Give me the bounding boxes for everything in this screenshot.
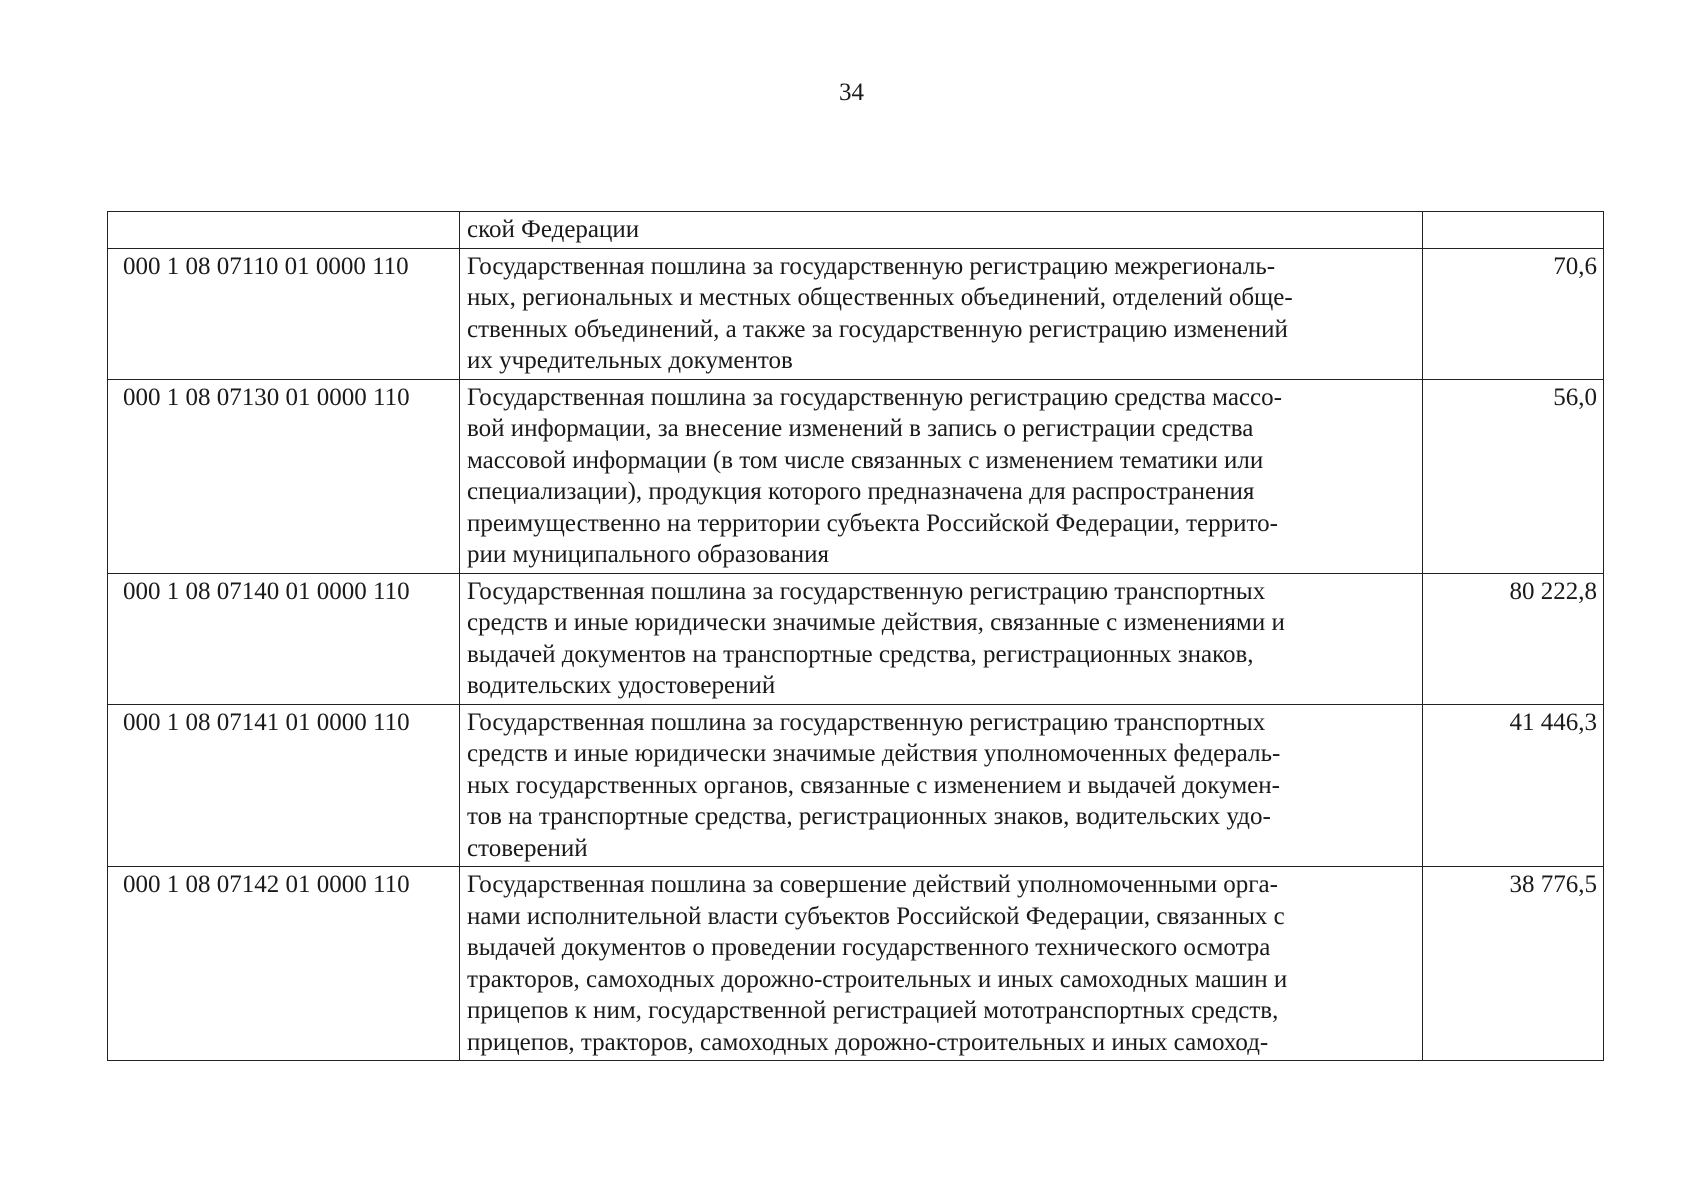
- amount-cell: [1423, 212, 1604, 249]
- amount-cell: 56,0: [1423, 379, 1604, 573]
- description-line: Государственная пошлина за государственную регистрацию средства массо-: [467, 383, 1282, 411]
- revenue-description-cell: [460, 379, 1423, 573]
- description-line: средств и иные юридически значимые действия, связанные с изменениями и: [467, 609, 1285, 636]
- description-line: вой информации, за внесение изменений в запись о регистрации средства: [467, 415, 1254, 442]
- description-line: их учредительных документов: [467, 347, 793, 374]
- description-line: преимущественно на территории субъекта Российской Федерации, террито-: [467, 509, 1278, 537]
- revenue-code-cell: 000 1 08 07142 01 0000 110: [108, 867, 460, 1061]
- description-line: средств и иные юридически значимые действия уполномоченных федераль-: [467, 740, 1281, 767]
- description-line: Государственная пошлина за государственную регистрацию транспортных: [467, 708, 1266, 736]
- table-row: [108, 704, 1604, 867]
- amount-cell: 41 446,3: [1423, 704, 1604, 867]
- description-line: тов на транспортные средства, регистрационных знаков, водительских удо-: [467, 803, 1271, 830]
- description-line: тракторов, самоходных дорожно-строительных и иных самоходных машин и: [467, 965, 1288, 993]
- table-row: [108, 212, 1604, 249]
- revenue-description-cell: [460, 704, 1423, 867]
- amount-cell: 70,6: [1423, 248, 1604, 379]
- table-row: [108, 248, 1604, 379]
- description-line: специализации), продукция которого предназначена для распространения: [467, 478, 1255, 505]
- amount-cell: 38 776,5: [1423, 867, 1604, 1061]
- revenue-code-cell: 000 1 08 07140 01 0000 110: [108, 573, 460, 704]
- description-line: стоверений: [467, 834, 588, 862]
- revenue-code-cell: 000 1 08 07141 01 0000 110: [108, 704, 460, 867]
- amount-cell: 80 222,8: [1423, 573, 1604, 704]
- table-row: [108, 867, 1604, 1061]
- description-line: Государственная пошлина за совершение действий уполномоченными орга-: [467, 871, 1278, 898]
- description-line: выдачей документов на транспортные средства, регистрационных знаков,: [467, 640, 1254, 668]
- table-row: [108, 379, 1604, 573]
- page-number: 34: [839, 79, 864, 106]
- description-line: нами исполнительной власти субъектов Российской Федерации, связанных с: [467, 902, 1285, 930]
- revenue-description-cell: [460, 573, 1423, 704]
- budget-revenue-table: [107, 211, 1604, 1061]
- description-line: выдачей документов о проведении государственного технического осмотра: [467, 934, 1271, 961]
- description-line: ской Федерации: [467, 216, 640, 243]
- revenue-description-cell: [460, 867, 1423, 1061]
- description-line: ных государственных органов, связанные с изменением и выдачей докумен-: [467, 771, 1280, 799]
- description-line: прицепов, тракторов, самоходных дорожно-строительных и иных самоход-: [467, 1028, 1269, 1056]
- description-line: массовой информации (в том числе связанных с изменением тематики или: [467, 446, 1264, 474]
- table-row: [108, 573, 1604, 704]
- revenue-code-cell: [108, 212, 460, 249]
- revenue-description-cell: [460, 248, 1423, 379]
- revenue-code-cell: 000 1 08 07130 01 0000 110: [108, 379, 460, 573]
- description-line: рии муниципального образования: [467, 541, 830, 568]
- description-line: Государственная пошлина за государственную регистрацию транспортных: [467, 577, 1266, 605]
- revenue-code-cell: 000 1 08 07110 01 0000 110: [108, 248, 460, 379]
- description-line: водительских удостоверений: [467, 672, 776, 699]
- description-line: ных, региональных и местных общественных объединений, отделений обще-: [467, 284, 1293, 311]
- description-line: Государственная пошлина за государственную регистрацию межрегиональ-: [467, 252, 1276, 280]
- revenue-description-cell: [460, 212, 1423, 249]
- table-body: [108, 212, 1604, 1061]
- description-line: прицепов к ним, государственной регистрацией мототранспортных средств,: [467, 997, 1279, 1024]
- description-line: ственных объединений, а также за государственную регистрацию изменений: [467, 315, 1288, 343]
